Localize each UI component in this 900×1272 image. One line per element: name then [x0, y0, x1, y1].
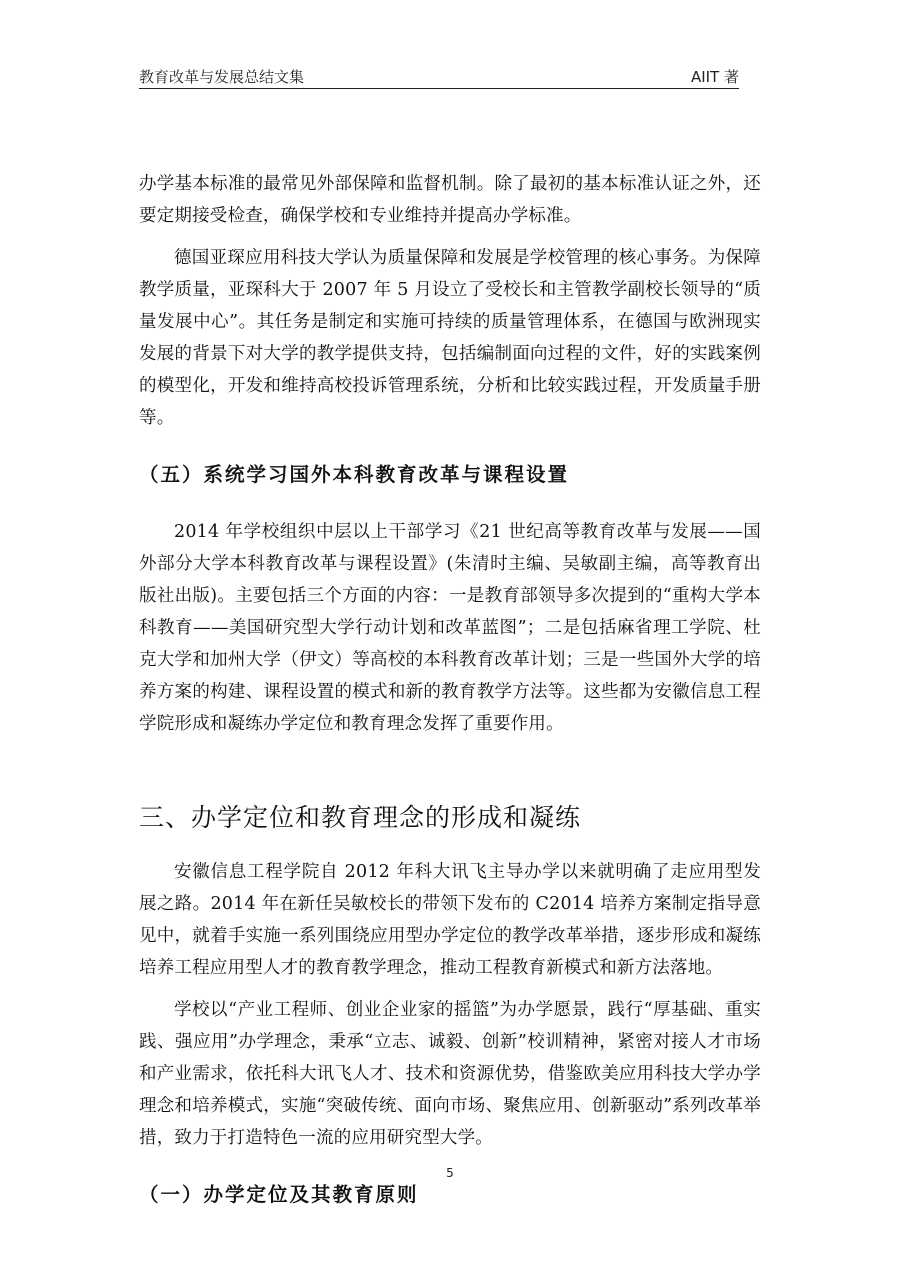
section-heading-1: （一）办学定位及其教育原则 [139, 1183, 419, 1206]
page-number: 5 [446, 1166, 454, 1180]
section-heading-5: （五）系统学习国外本科教育改革与课程设置 [139, 463, 570, 486]
paragraph-school-vision: 学校以“产业工程师、创业企业家的摇篮”为办学愿景，践行“厚基础、重实践、强应用”办学理念，秉承“立志、诚毅、创新”校训精神，紧密对接人才市场和产业需求，依托科大讯飞人才、技术和资源优势，借鉴欧美应用科技大学办学理念和培养模式，实施“突破传统、面向市场、聚焦应用、创新驱动”系列改革举措，致力于打造特色一流的应用研究型大学。 [139, 1000, 761, 1148]
header-collection-title: 教育改革与发展总结文集 [139, 68, 305, 86]
page-header [139, 66, 739, 89]
paragraph-aachen-quality: 德国亚琛应用科技大学认为质量保障和发展是学校管理的核心事务。为保障教学质量，亚琛科大于 2007 年 5 月设立了受校长和主管教学副校长领导的“质量发展中心”。其任务是制定和实施可持续的质量管理体系，在德国与欧洲现实发展的背景下对大学的教学提供支持，包括编制面向过程的文件，好的实践案例的模型化，开发和维持高校投诉管理系统，分析和比较实践过程，开发质量手册等。 [139, 248, 761, 428]
header-author: AIIT 著 [690, 68, 739, 86]
paragraph-application-path: 安徽信息工程学院自 2012 年科大讯飞主导办学以来就明确了走应用型发展之路。2014 年在新任吴敏校长的带领下发布的 C2014 培养方案制定指导意见中，就着手实施一系列围绕应用型办学定位的教学改革举措，逐步形成和凝练培养工程应用型人才的教育教学理念，推动工程教育新模式和新方法落地。 [139, 862, 761, 978]
page-body [139, 168, 761, 1236]
chapter-heading-3: 三、办学定位和教育理念的形成和凝练 [139, 803, 582, 832]
paragraph-study-foreign-reform: 2014 年学校组织中层以上干部学习《21 世纪高等教育改革与发展——国外部分大学本科教育改革与课程设置》(朱清时主编、吴敏副主编，高等教育出版社出版)。主要包括三个方面的内容：一是教育部领导多次提到的“重构大学本科教育——美国研究型大学行动计划和改革蓝图”；二是包括麻省理工学院、杜克大学和加州大学（伊文）等高校的本科教育改革计划；三是一些国外大学的培养方案的构建、课程设置的模式和新的教育教学方法等。这些都为安徽信息工程学院形成和凝练办学定位和教育理念发挥了重要作用。 [139, 522, 761, 734]
paragraph-continued: 办学基本标准的最常见外部保障和监督机制。除了最初的基本标准认证之外，还要定期接受检查，确保学校和专业维持并提高办学标准。 [139, 174, 761, 226]
